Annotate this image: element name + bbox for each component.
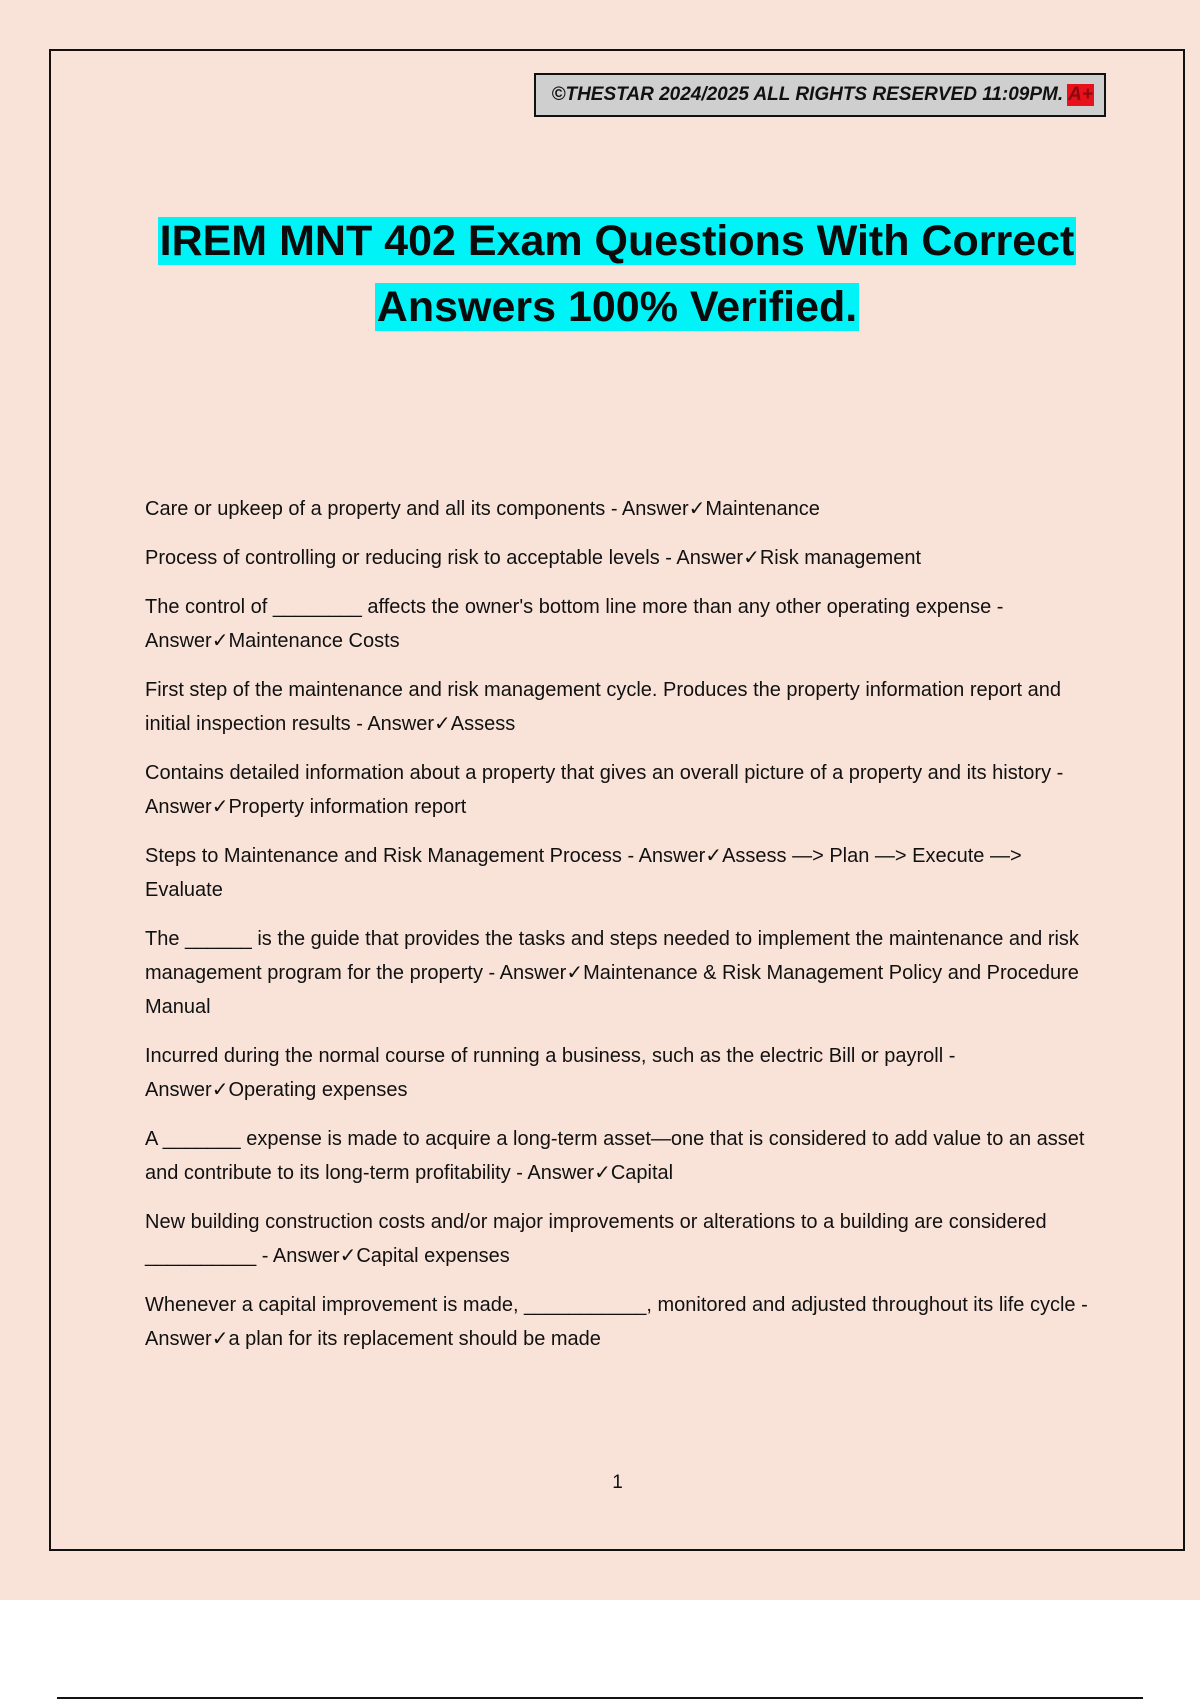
question-text: Incurred during the normal course of running a business, such as the electric Bill or payroll - Answer	[145, 1045, 956, 1101]
check-mark-icon: ✓	[594, 1162, 611, 1184]
question-text: A _______ expense is made to acquire a long-term asset—one that is considered to add value to an asset and contribute to its long-term profitability - Answer	[145, 1128, 1085, 1184]
title-line-2: Answers 100% Verified.	[376, 283, 858, 331]
qa-item	[145, 492, 1090, 526]
question-text: The control of ________ affects the owner's bottom line more than any other operating expense - Answer	[145, 596, 1004, 652]
question-text: Whenever a capital improvement is made, ___________, monitored and adjusted throughout its life cycle - Answer	[145, 1294, 1088, 1350]
check-mark-icon: ✓	[211, 630, 229, 652]
answer-text: a plan for its replacement should be made	[228, 1328, 601, 1350]
qa-item	[145, 590, 1090, 658]
check-mark-icon: ✓	[566, 962, 584, 984]
qa-item	[145, 756, 1090, 824]
question-text: Contains detailed information about a property that gives an overall picture of a property and its history - Answer	[145, 762, 1064, 818]
question-text: New building construction costs and/or major improvements or alterations to a building are considered __________ - Answer	[145, 1211, 1047, 1267]
qa-item	[145, 1039, 1090, 1107]
answer-text: Maintenance & Risk Management Policy and Procedure Manual	[145, 962, 1079, 1018]
check-mark-icon: ✓	[705, 845, 723, 867]
answer-text: Assess —> Plan —> Execute —> Evaluate	[145, 845, 1022, 901]
qa-item	[145, 839, 1090, 907]
qa-item	[145, 1122, 1090, 1190]
check-mark-icon: ✓	[434, 713, 451, 735]
answer-text: Operating expenses	[228, 1079, 408, 1101]
page-number: 1	[612, 1472, 623, 1493]
answer-text: Maintenance	[705, 498, 820, 520]
check-mark-icon: ✓	[211, 1328, 229, 1350]
check-mark-icon: ✓	[743, 547, 760, 569]
qa-item	[145, 541, 1090, 575]
document-title	[110, 208, 1124, 340]
qa-item	[145, 1205, 1090, 1273]
question-text: Steps to Maintenance and Risk Management Process - Answer	[145, 845, 706, 867]
answer-text: Maintenance Costs	[228, 630, 400, 652]
grade-badge: A+	[1068, 84, 1093, 105]
answer-text: Property information report	[228, 796, 467, 818]
bottom-divider	[57, 1697, 1143, 1699]
qa-item	[145, 1288, 1090, 1356]
question-text: Care or upkeep of a property and all its components - Answer	[145, 498, 689, 520]
title-line-1: IREM MNT 402 Exam Questions With Correct	[159, 217, 1075, 265]
answer-text: Risk management	[759, 547, 922, 569]
copyright-text: ©THESTAR 2024/2025 ALL RIGHTS RESERVED 11:09PM.	[551, 84, 1064, 105]
answer-text: Capital	[610, 1162, 674, 1184]
question-text: First step of the maintenance and risk management cycle. Produces the property information report and initial inspection results - Answer	[145, 679, 1062, 735]
qa-item	[145, 922, 1090, 1024]
check-mark-icon: ✓	[339, 1245, 357, 1267]
answer-text: Capital expenses	[356, 1245, 510, 1267]
question-text: Process of controlling or reducing risk to acceptable levels - Answer	[145, 547, 744, 569]
check-mark-icon: ✓	[211, 796, 229, 818]
check-mark-icon: ✓	[211, 1079, 229, 1101]
check-mark-icon: ✓	[688, 498, 706, 520]
question-answer-list	[145, 492, 1090, 1371]
copyright-header	[534, 73, 1106, 117]
qa-item	[145, 673, 1090, 741]
answer-text: Assess	[450, 713, 516, 735]
question-text: The ______ is the guide that provides the tasks and steps needed to implement the maintenance and risk management program for the property - Answer	[145, 928, 1079, 984]
